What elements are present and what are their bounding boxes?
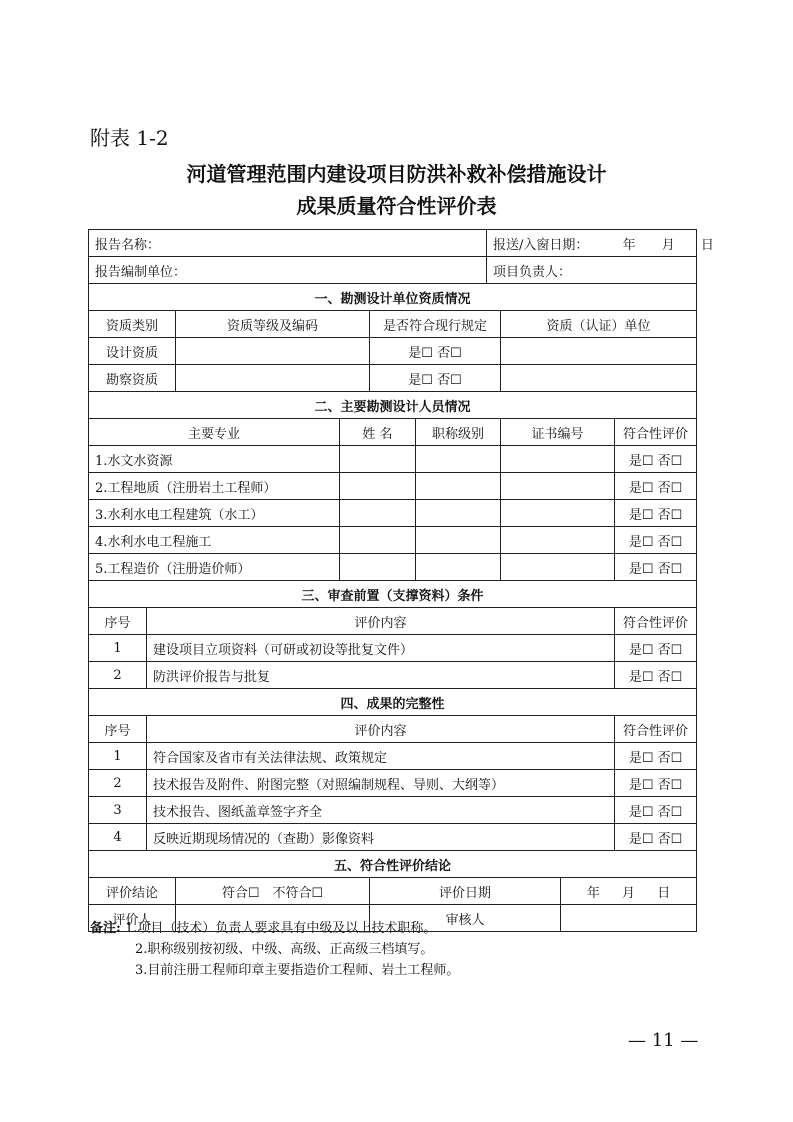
conclusion-checkboxes[interactable]: 符合☐ 不符合☐ bbox=[176, 878, 370, 905]
yes-no-checkbox[interactable]: 是☐ 否☐ bbox=[615, 797, 697, 824]
notes bbox=[90, 918, 459, 981]
report-name-field[interactable] bbox=[89, 230, 487, 257]
reviewer-label: 审核人 bbox=[370, 905, 561, 932]
month-label: 月 bbox=[622, 885, 636, 901]
attachment-label: 附表 1-2 bbox=[90, 126, 169, 150]
yes-no-checkbox[interactable]: 是☐ 否☐ bbox=[615, 500, 697, 527]
page-number: — 11 — bbox=[628, 1030, 699, 1051]
cert-cell[interactable] bbox=[501, 446, 615, 473]
eval-date-label: 评价日期 bbox=[370, 878, 561, 905]
section3-column-row bbox=[89, 608, 697, 635]
section2-row bbox=[89, 500, 697, 527]
major-label: 4.水利水电工程施工 bbox=[89, 527, 340, 554]
yes-no-checkbox[interactable]: 是☐ 否☐ bbox=[615, 770, 697, 797]
section4-row bbox=[89, 797, 697, 824]
qual-type-survey: 勘察资质 bbox=[89, 365, 176, 392]
day-label: 日 bbox=[657, 885, 671, 901]
note-line-1 bbox=[90, 918, 459, 939]
yes-no-checkbox[interactable]: 是☐ 否☐ bbox=[615, 662, 697, 689]
cert-cell[interactable] bbox=[501, 473, 615, 500]
section2-row bbox=[89, 554, 697, 581]
qual-level-cell[interactable] bbox=[176, 338, 370, 365]
leader-label: 项目负责人： bbox=[493, 264, 572, 280]
qual-level-cell[interactable] bbox=[176, 365, 370, 392]
yes-no-checkbox[interactable]: 是☐ 否☐ bbox=[370, 365, 501, 392]
reviewer-field[interactable] bbox=[561, 905, 697, 932]
col-qual-unit: 资质（认证）单位 bbox=[501, 311, 697, 338]
col-eval: 符合性评价 bbox=[615, 716, 697, 743]
section3-row bbox=[89, 662, 697, 689]
qual-unit-cell[interactable] bbox=[501, 338, 697, 365]
evaluation-form-table bbox=[88, 229, 714, 932]
row-no: 1 bbox=[89, 743, 147, 770]
conclusion-label: 评价结论 bbox=[89, 878, 176, 905]
report-name-label: 报告名称： bbox=[95, 237, 161, 253]
section4-header-row bbox=[89, 689, 697, 716]
day-label: 日 bbox=[700, 237, 714, 253]
yes-no-checkbox[interactable]: 是☐ 否☐ bbox=[370, 338, 501, 365]
section4-row bbox=[89, 770, 697, 797]
qual-unit-cell[interactable] bbox=[501, 365, 697, 392]
compiler-row bbox=[89, 257, 697, 284]
section1-header-row bbox=[89, 284, 697, 311]
col-no: 序号 bbox=[89, 608, 147, 635]
row-no: 2 bbox=[89, 662, 147, 689]
row-content: 建设项目立项资料（可研或初设等批复文件） bbox=[147, 635, 615, 662]
yes-no-checkbox[interactable]: 是☐ 否☐ bbox=[615, 554, 697, 581]
row-content: 反映近期现场情况的（查勘）影像资料 bbox=[147, 824, 615, 851]
note-item: 3.目前注册工程师印章主要指造价工程师、岩土工程师。 bbox=[135, 963, 460, 978]
title-cell[interactable] bbox=[416, 500, 501, 527]
yes-no-checkbox[interactable]: 是☐ 否☐ bbox=[615, 527, 697, 554]
section2-row bbox=[89, 473, 697, 500]
year-label: 年 bbox=[586, 885, 600, 901]
section4-title: 四、成果的完整性 bbox=[89, 689, 697, 716]
page-title-line2: 成果质量符合性评价表 bbox=[296, 194, 497, 218]
title-cell[interactable] bbox=[416, 527, 501, 554]
leader-field[interactable] bbox=[487, 257, 697, 284]
section3-row bbox=[89, 635, 697, 662]
col-eval: 符合性评价 bbox=[615, 608, 697, 635]
row-content: 防洪评价报告与批复 bbox=[147, 662, 615, 689]
major-label: 5.工程造价（注册造价师） bbox=[89, 554, 340, 581]
major-label: 3.水利水电工程建筑（水工） bbox=[89, 500, 340, 527]
title-cell[interactable] bbox=[416, 554, 501, 581]
name-cell[interactable] bbox=[340, 554, 416, 581]
page-title-line1: 河道管理范围内建设项目防洪补救补偿措施设计 bbox=[186, 162, 607, 186]
col-content: 评价内容 bbox=[147, 608, 615, 635]
qual-type-design: 设计资质 bbox=[89, 338, 176, 365]
compiler-label: 报告编制单位： bbox=[95, 264, 187, 280]
col-qual-compliant: 是否符合现行规定 bbox=[370, 311, 501, 338]
section2-column-row bbox=[89, 419, 697, 446]
section1-row bbox=[89, 338, 697, 365]
notes-label: 备注: bbox=[90, 921, 121, 936]
section5-header-row bbox=[89, 851, 697, 878]
row-no: 1 bbox=[89, 635, 147, 662]
major-label: 1.水文水资源 bbox=[89, 446, 340, 473]
section5-title: 五、符合性评价结论 bbox=[89, 851, 697, 878]
year-label: 年 bbox=[622, 237, 636, 253]
compiler-field[interactable] bbox=[89, 257, 487, 284]
col-major: 主要专业 bbox=[89, 419, 340, 446]
name-cell[interactable] bbox=[340, 446, 416, 473]
name-cell[interactable] bbox=[340, 527, 416, 554]
col-eval: 符合性评价 bbox=[615, 419, 697, 446]
section2-title: 二、主要勘测设计人员情况 bbox=[89, 392, 697, 419]
submit-date-label: 报送/入窗日期： bbox=[493, 237, 589, 253]
name-cell[interactable] bbox=[340, 500, 416, 527]
row-no: 2 bbox=[89, 770, 147, 797]
section2-row bbox=[89, 446, 697, 473]
report-name-row bbox=[89, 230, 697, 257]
yes-no-checkbox[interactable]: 是☐ 否☐ bbox=[615, 635, 697, 662]
evaluator-label: 评价人 bbox=[89, 905, 176, 932]
section3-title: 三、审查前置（支撑资料）条件 bbox=[89, 581, 697, 608]
col-no: 序号 bbox=[89, 716, 147, 743]
eval-date-field[interactable] bbox=[561, 878, 697, 905]
section1-column-row bbox=[89, 311, 697, 338]
section1-title: 一、勘测设计单位资质情况 bbox=[89, 284, 697, 311]
section1-row bbox=[89, 365, 697, 392]
major-label: 2.工程地质（注册岩土工程师） bbox=[89, 473, 340, 500]
section3-header-row bbox=[89, 581, 697, 608]
submit-date-field[interactable] bbox=[487, 230, 714, 257]
col-cert-no: 证书编号 bbox=[501, 419, 615, 446]
col-title-level: 职称级别 bbox=[416, 419, 501, 446]
note-item: 1.项目（技术）负责人要求具有中级及以上技术职称。 bbox=[124, 921, 437, 936]
yes-no-checkbox[interactable]: 是☐ 否☐ bbox=[615, 446, 697, 473]
title-cell[interactable] bbox=[416, 473, 501, 500]
col-content: 评价内容 bbox=[147, 716, 615, 743]
row-no: 4 bbox=[89, 824, 147, 851]
name-cell[interactable] bbox=[340, 473, 416, 500]
row-no: 3 bbox=[89, 797, 147, 824]
yes-no-checkbox[interactable]: 是☐ 否☐ bbox=[615, 473, 697, 500]
section4-column-row bbox=[89, 716, 697, 743]
yes-no-checkbox[interactable]: 是☐ 否☐ bbox=[615, 743, 697, 770]
row-content: 技术报告、图纸盖章签字齐全 bbox=[147, 797, 615, 824]
cert-cell[interactable] bbox=[501, 500, 615, 527]
yes-no-checkbox[interactable]: 是☐ 否☐ bbox=[615, 824, 697, 851]
month-label: 月 bbox=[661, 237, 675, 253]
row-content: 技术报告及附件、附图完整（对照编制规程、导则、大纲等） bbox=[147, 770, 615, 797]
row-content: 符合国家及省市有关法律法规、政策规定 bbox=[147, 743, 615, 770]
section4-row bbox=[89, 743, 697, 770]
cert-cell[interactable] bbox=[501, 554, 615, 581]
col-qual-type: 资质类别 bbox=[89, 311, 176, 338]
note-item: 2.职称级别按初级、中级、高级、正高级三档填写。 bbox=[135, 942, 434, 957]
col-name: 姓 名 bbox=[340, 419, 416, 446]
col-qual-level: 资质等级及编码 bbox=[176, 311, 370, 338]
title-cell[interactable] bbox=[416, 446, 501, 473]
section4-row bbox=[89, 824, 697, 851]
section2-header-row bbox=[89, 392, 697, 419]
cert-cell[interactable] bbox=[501, 527, 615, 554]
conclusion-row bbox=[89, 878, 697, 905]
section2-row bbox=[89, 527, 697, 554]
